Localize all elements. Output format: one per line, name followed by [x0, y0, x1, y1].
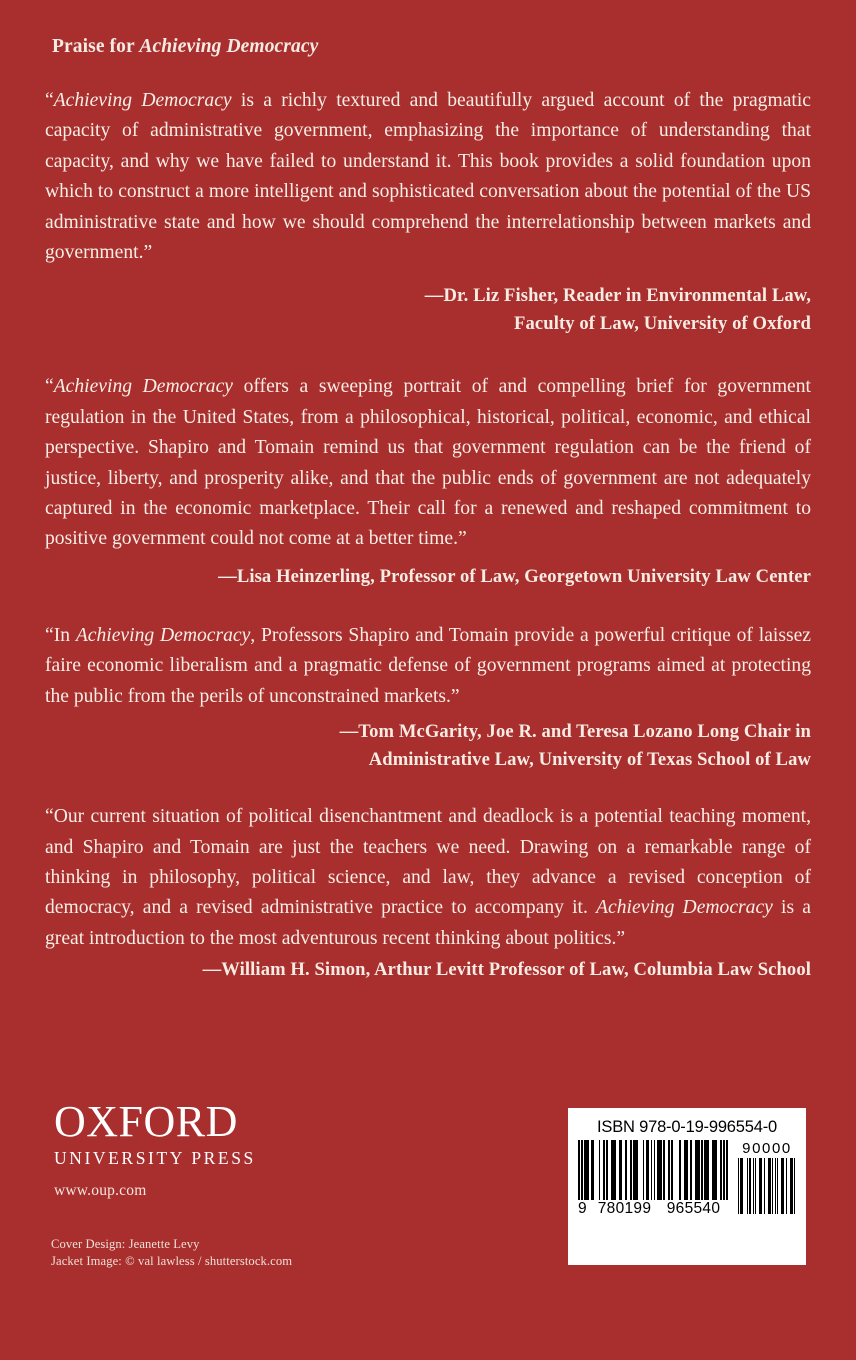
ean13-bars	[578, 1140, 728, 1200]
ean-digit-group-2: 965540	[666, 1200, 721, 1217]
isbn-label: ISBN 978-0-19-996554-0	[597, 1118, 777, 1136]
barcode-bars-row	[578, 1140, 796, 1236]
quote-block-mcgarity	[45, 621, 811, 774]
quote-body-text: offers a sweeping portrait of and compelling brief for government regulation in the United States, from a philosophical, historical, political, economic, and ethical perspective. Shapiro and Tomain remind us that government regulation can be the friend of justice, liberty, and prosperity alike, and that the public ends of government are not adequately captured in the economic marketplace. Their call for a renewed and reshaped commitment to positive government could not come at a better time.”	[45, 376, 811, 550]
ean13-barcode	[578, 1140, 728, 1236]
isbn-barcode-panel	[568, 1108, 806, 1265]
ean5-addon-barcode	[738, 1140, 796, 1236]
quote-body-text-pre: “Our current situation of political disenchantment and deadlock is a potential teaching moment, and Shapiro and Tomain are just the teachers we need. Drawing on a remarkable range of thinking in philosophy, political science, and law, they advance a revised conception of democracy, and a revised administrative practice to accompany it.	[45, 806, 811, 919]
cover-design-credit: Cover Design: Jeanette Levy	[51, 1237, 200, 1251]
attribution-line: Faculty of Law, University of Oxford	[514, 313, 811, 335]
quote-text-fisher	[45, 86, 811, 268]
quote-block-heinzerling	[45, 372, 811, 590]
quote-attribution-simon	[45, 956, 811, 984]
ean-digit-group-1: 780199	[597, 1200, 652, 1217]
quote-body-text-post: is a great introduction to the most adventurous recent thinking about politics.”	[45, 897, 811, 949]
cover-credits	[51, 1236, 292, 1270]
quote-text-mcgarity	[45, 621, 811, 712]
quote-block-fisher	[45, 86, 811, 338]
open-quote-mark: “	[45, 90, 54, 111]
quote-attribution-fisher	[45, 282, 811, 338]
publisher-name: OXFORD	[54, 1097, 238, 1146]
ean5-addon-bars	[738, 1158, 796, 1214]
quote-attribution-mcgarity	[45, 718, 811, 774]
quote-body-text: , Professors Shapiro and Tomain provide a powerful critique of laissez faire economic liberalism and a pragmatic defense of government programs aimed at protecting the public from the perils of unconstrained markets.”	[45, 624, 811, 707]
praise-quotes-list	[45, 86, 811, 984]
ean5-addon-digits: 90000	[742, 1140, 792, 1157]
attribution-line: —William H. Simon, Arthur Levitt Professor of Law, Columbia Law School	[202, 959, 811, 981]
quote-book-title: Achieving Democracy	[596, 897, 773, 919]
quote-book-title: Achieving Democracy	[53, 376, 233, 398]
ean-digit-lead: 9	[578, 1200, 587, 1217]
publisher-url[interactable]: www.oup.com	[54, 1182, 147, 1199]
open-quote-mark: “	[45, 376, 54, 398]
quote-block-simon	[45, 802, 811, 984]
attribution-line: Administrative Law, University of Texas School of Law	[368, 749, 811, 771]
quote-body-text: is a richly textured and beautifully argued account of the pragmatic capacity of administrative government, emphasizing the importance of understanding that capacity, and why we have failed to understand it. This book provides a solid foundation upon which to construct a more intelligent and sophisticated conversation about the potential of the US administrative state and how we should comprehend the interrelationship between markets and government.”	[45, 90, 811, 264]
attribution-line: —Dr. Liz Fisher, Reader in Environmental Law,	[424, 285, 811, 307]
attribution-line: —Lisa Heinzerling, Professor of Law, Georgetown University Law Center	[218, 565, 811, 587]
open-quote-mark: “In	[45, 624, 76, 646]
attribution-line: —Tom McGarity, Joe R. and Teresa Lozano Long Chair in	[339, 721, 811, 743]
quote-text-heinzerling	[45, 372, 811, 554]
quote-book-title: Achieving Democracy	[75, 624, 251, 646]
oxford-university-press-logo	[54, 1097, 256, 1169]
praise-book-title: Achieving Democracy	[139, 36, 319, 57]
quote-book-title: Achieving Democracy	[53, 90, 232, 111]
quote-text-simon	[45, 802, 811, 954]
ean13-digits	[578, 1200, 728, 1218]
publisher-subtitle: UNIVERSITY PRESS	[54, 1148, 256, 1168]
quote-attribution-heinzerling	[45, 563, 811, 591]
page-title	[52, 36, 318, 58]
praise-prefix: Praise for	[52, 36, 140, 57]
jacket-image-credit: Jacket Image: © val lawless / shutterstock.com	[51, 1254, 293, 1268]
